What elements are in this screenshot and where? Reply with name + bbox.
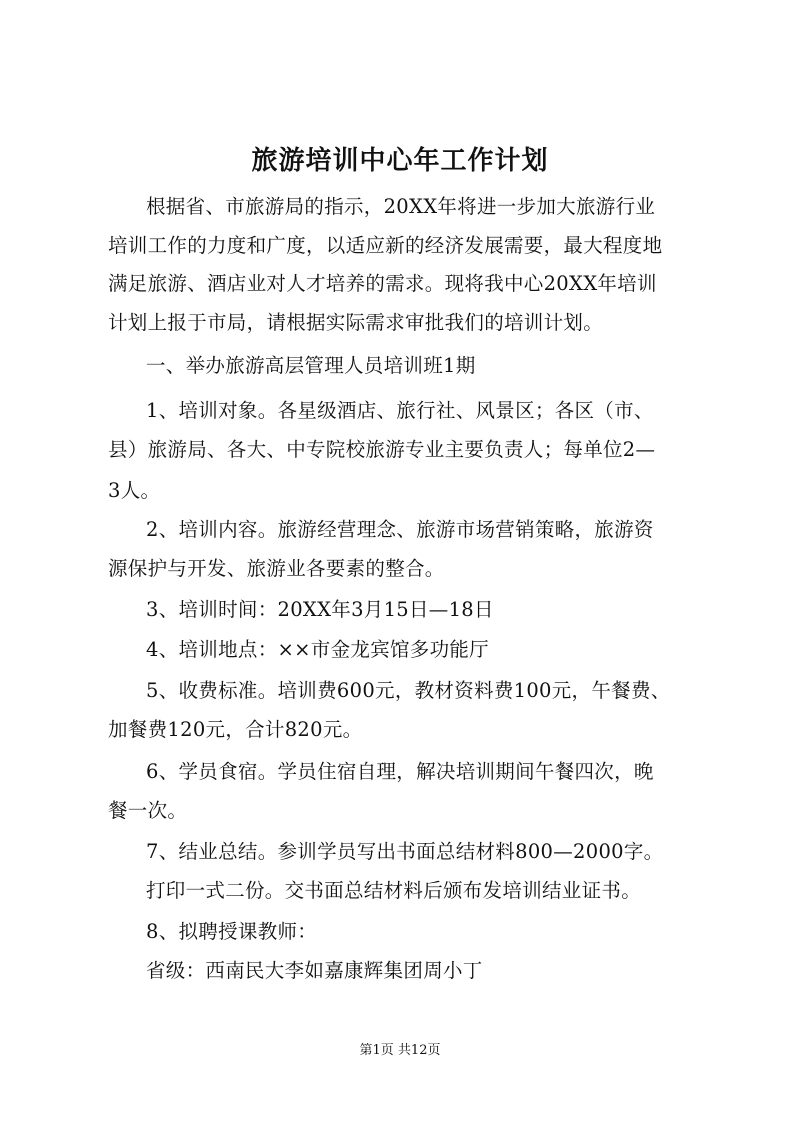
paragraph-line: 餐一次。 [108,799,188,822]
paragraph-line: 打印一式二份。交书面总结材料后颁布发培训结业证书。 [146,879,642,902]
paragraph-line: 计划上报于市局，请根据实际需求审批我们的培训计划。 [108,311,604,334]
paragraph-line: 源保护与开发、旅游业各要素的整合。 [108,557,445,580]
section-heading: 一、举办旅游高层管理人员培训班1期 [146,354,476,377]
paragraph-line: 4、培训地点：××市金龙宾馆多功能厅 [146,638,489,661]
paragraph-line: 2、培训内容。旅游经营理念、旅游市场营销策略，旅游资 [146,518,654,541]
page-number-footer: 第1页 共12页 [359,1043,441,1058]
paragraph-line: 省级：西南民大李如嘉康辉集团周小丁 [146,959,483,982]
paragraph-line: 培训工作的力度和广度，以适应新的经济发展需要，最大程度地 [108,234,663,257]
paragraph-line: 根据省、市旅游局的指示，20XX年将进一步加大旅游行业 [146,195,656,218]
paragraph-line: 满足旅游、酒店业对人才培养的需求。现将我中心20XX年培训 [108,272,657,295]
paragraph-line: 5、收费标准。培训费600元，教材资料费100元，午餐费、 [146,679,671,702]
paragraph-line: 8、拟聘授课教师： [146,920,318,943]
paragraph-line: 加餐费120元，合计820元。 [108,718,363,741]
paragraph-line: 6、学员食宿。学员住宿自理，解决培训期间午餐四次，晚 [146,760,654,783]
page-title: 旅游培训中心年工作计划 [251,146,549,176]
paragraph-line: 县）旅游局、各大、中专院校旅游专业主要负责人；每单位2— [108,438,656,461]
paragraph-line: 1、培训对象。各星级酒店、旅行社、风景区；各区（市、 [146,399,654,422]
paragraph-line: 3人。 [108,479,161,502]
paragraph-line: 3、培训时间：20XX年3月15日—18日 [146,598,494,621]
paragraph-line: 7、结业总结。参训学员写出书面总结材料800—2000字。 [146,840,664,863]
